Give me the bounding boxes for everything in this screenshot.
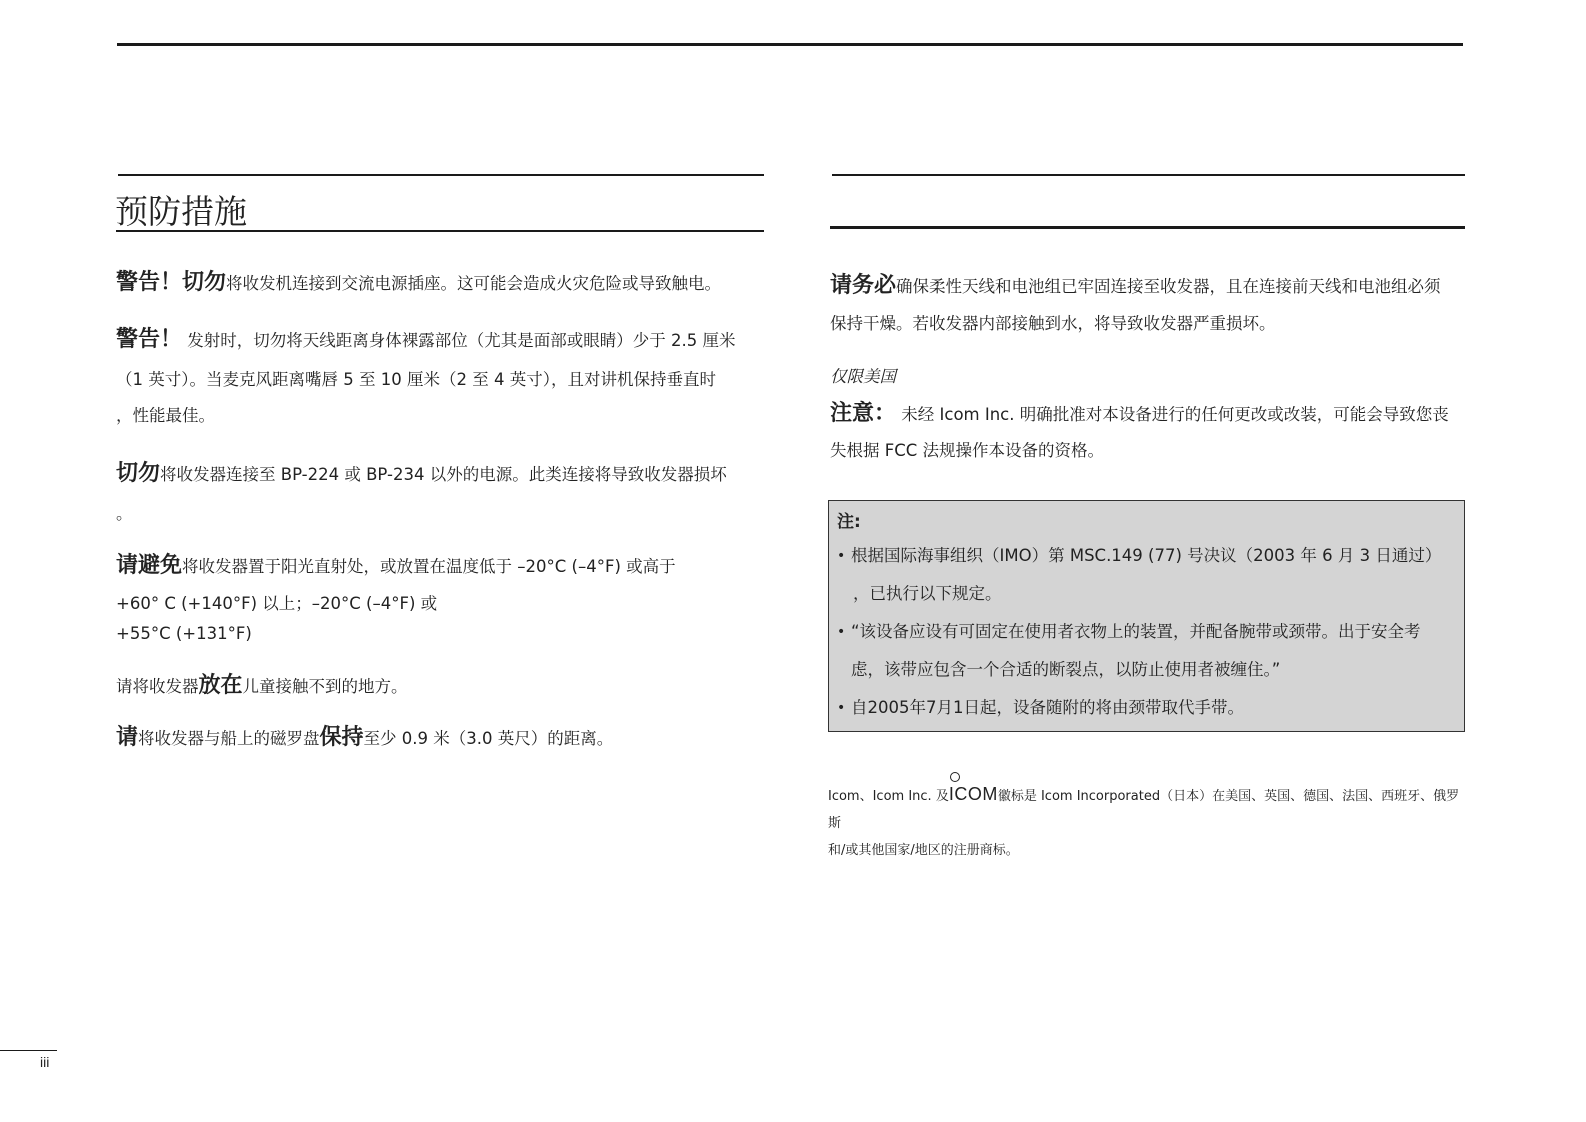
trademark-pre: Icom、Icom Inc. 及 bbox=[828, 789, 949, 804]
note-box bbox=[828, 500, 1465, 732]
note-line: 根据国际海事组织（IMO）第 MSC.149 (77) 号决议（2003 年 6 月 3 日通过） bbox=[851, 546, 1442, 565]
keep-label: 放在 bbox=[198, 673, 243, 698]
left-title-top-rule bbox=[118, 174, 764, 176]
avoid-temperature bbox=[116, 550, 766, 646]
warning-antenna bbox=[116, 324, 766, 429]
warning-line: ，性能最佳。 bbox=[116, 406, 215, 425]
page-title: 预防措施 bbox=[115, 192, 247, 231]
warning-label: 警告！切勿 bbox=[116, 270, 227, 295]
bullet-icon: • bbox=[837, 700, 846, 716]
bullet-icon: • bbox=[837, 548, 846, 564]
avoid-line: 将收发器置于阳光直射处，或放置在温度低于 –20°C (–4°F) 或高于 bbox=[182, 557, 676, 576]
ensure-line: 保持干燥。若收发器内部接触到水，将导致收发器严重损坏。 bbox=[830, 314, 1276, 333]
warning-line: （1 英寸）。当麦克风距离嘴唇 5 至 10 厘米（2 至 4 英寸），且对讲机保持垂直时 bbox=[116, 370, 716, 389]
right-top-rule bbox=[832, 174, 1465, 176]
please-label: 请 bbox=[116, 725, 139, 750]
children-text-pre: 请将收发器 bbox=[116, 677, 199, 696]
caution-line: 失根据 FCC 法规操作本设备的资格。 bbox=[830, 441, 1105, 460]
trademark-notice bbox=[828, 783, 1468, 864]
note-line: 自2005年7月1日起，设备随附的将由颈带取代手带。 bbox=[851, 698, 1244, 717]
compass-text-mid: 将收发器与船上的磁罗盘 bbox=[138, 729, 320, 748]
warning-line: 发射时，切勿将天线距离身体裸露部位（尤其是面部或眼睛）少于 2.5 厘米 bbox=[187, 331, 736, 350]
usa-only-label: 仅限美国 bbox=[830, 367, 896, 386]
right-bottom-rule bbox=[830, 226, 1465, 229]
keep-away-children bbox=[116, 670, 766, 703]
page-number: iii bbox=[40, 1054, 50, 1070]
top-rule bbox=[117, 43, 1463, 46]
ensure-antenna-battery bbox=[830, 270, 1470, 337]
keep-distance-compass bbox=[116, 722, 766, 755]
caution-fcc bbox=[830, 398, 1470, 464]
page-corner-rule bbox=[0, 1050, 57, 1051]
icom-logo bbox=[949, 785, 998, 803]
never-connect bbox=[116, 458, 766, 527]
bullet-icon: • bbox=[837, 624, 846, 640]
note-line: ，已执行以下规定。 bbox=[853, 584, 1002, 603]
warning-text: 将收发机连接到交流电源插座。这可能会造成火灾危险或导致触电。 bbox=[226, 274, 722, 293]
ensure-line: 确保柔性天线和电池组已牢固连接至收发器，且在连接前天线和电池组必须 bbox=[896, 277, 1441, 296]
trademark-line: 徽标是 Icom Incorporated（日本）在美国、英国、德国、法国、西班牙、俄罗斯 bbox=[828, 789, 1460, 831]
caution-line: 未经 Icom Inc. 明确批准对本设备进行的任何更改或改装，可能会导致您丧 bbox=[901, 405, 1449, 424]
warning-ac-outlet bbox=[116, 270, 766, 297]
compass-text-post: 至少 0.9 米（3.0 英尺）的距离。 bbox=[363, 729, 614, 748]
avoid-line: +60° C (+140°F) 以上；–20°C (–4°F) 或 bbox=[116, 594, 438, 613]
note-item bbox=[837, 537, 1456, 613]
note-line: 虑，该带应包含一个合适的断裂点，以防止使用者被缠住。” bbox=[851, 660, 1281, 679]
note-item bbox=[837, 689, 1456, 727]
ensure-label: 请务必 bbox=[830, 273, 897, 298]
icom-logo-text: ICOM bbox=[948, 784, 998, 804]
warning-label: 警告！ bbox=[116, 327, 183, 352]
note-title: 注: bbox=[837, 512, 861, 532]
note-item bbox=[837, 613, 1456, 689]
avoid-label: 请避免 bbox=[116, 553, 183, 578]
children-text-post: 儿童接触不到的地方。 bbox=[242, 677, 408, 696]
caution-label: 注意： bbox=[830, 401, 897, 426]
avoid-line: +55°C (+131°F) bbox=[116, 624, 252, 643]
never-label: 切勿 bbox=[116, 461, 161, 486]
never-line: 将收发器连接至 BP-224 或 BP-234 以外的电源。此类连接将导致收发器损坏 bbox=[160, 465, 727, 484]
never-line: 。 bbox=[116, 504, 133, 523]
note-line: “该设备应设有可固定在使用者衣物上的装置，并配备腕带或颈带。出于安全考 bbox=[851, 622, 1421, 641]
registered-mark-icon bbox=[950, 772, 960, 782]
maintain-label: 保持 bbox=[319, 725, 364, 750]
trademark-line: 和/或其他国家/地区的注册商标。 bbox=[828, 843, 1019, 858]
